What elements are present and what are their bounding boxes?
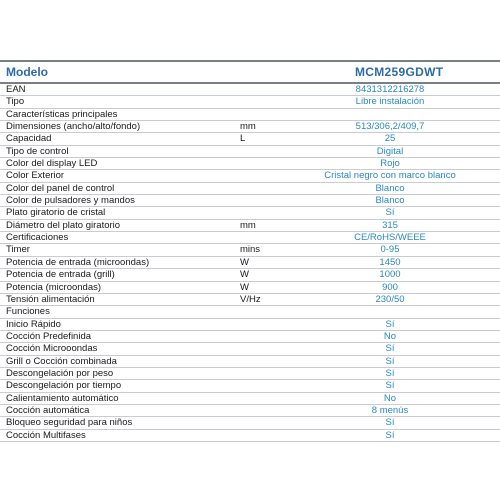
spec-name: Capacidad [6,133,52,145]
spec-value: Sí [385,343,395,355]
spec-value: Sí [385,367,395,379]
spec-name: Cocción Predefinida [6,330,92,342]
table-row [0,257,500,269]
spec-value: 315 [382,219,398,231]
spec-name: Calientamiento automático [6,392,119,404]
table-row [0,158,500,170]
spec-value: 0-95 [380,244,400,256]
spec-value: 25 [384,133,396,145]
spec-name: Bloqueo seguridad para niños [6,417,133,429]
spec-value: 1450 [379,256,401,268]
spec-name: Cocción Microoondas [6,343,98,355]
spec-value: Blanco [375,195,405,207]
spec-value: 8 menús [371,404,409,416]
spec-name: Color del panel de control [6,182,115,194]
spec-unit: W [240,269,249,281]
spec-unit: V/Hz [240,293,261,305]
table-row [0,331,500,343]
spec-table-header [0,63,500,82]
spec-name: Timer [6,244,30,256]
spec-value: Blanco [375,182,405,194]
table-row [0,393,500,405]
table-row [0,96,500,108]
table-row [0,356,500,368]
spec-name: Funciones [6,306,50,318]
table-row [0,121,500,133]
table-row [0,430,500,442]
spec-name: Características principales [6,108,118,120]
spec-value: CE/RoHS/WEEE [354,232,426,244]
spec-value: 8431312216278 [355,84,425,95]
spec-unit: L [240,133,246,145]
table-row [0,195,500,207]
table-row [0,282,500,294]
model-label: Modelo [6,65,48,79]
table-row [0,269,500,281]
spec-name: Color de pulsadores y mandos [6,195,135,207]
spec-value: Rojo [380,158,400,170]
spec-unit: W [240,256,249,268]
table-row [0,319,500,331]
header-top-rule [0,60,500,62]
table-row [0,146,500,158]
spec-value: Sí [385,380,395,392]
spec-name: Color del display LED [6,158,98,170]
spec-value: Sí [385,429,395,441]
spec-name: Potencia (microondas) [6,281,102,293]
spec-value: No [383,330,397,342]
spec-name: Tipo de control [6,145,69,157]
table-row [0,294,500,306]
spec-value: 1000 [379,269,401,281]
spec-value: 230/50 [375,293,405,305]
spec-name: Potencia de entrada (grill) [6,269,115,281]
spec-name: Cocción Multifases [6,429,86,441]
table-row [0,183,500,195]
spec-value: Sí [385,207,395,219]
spec-value: 513/306,2/409,7 [355,121,425,133]
spec-value: Sí [385,417,395,429]
spec-name: Grill o Cocción combinada [6,355,117,367]
spec-unit: mm [240,121,256,133]
spec-value: Sí [385,355,395,367]
table-row [0,109,500,121]
model-code: MCM259GDWT [355,65,444,79]
spec-value: Libre instalación [355,96,425,108]
table-row [0,343,500,355]
table-row [0,244,500,256]
spec-name: EAN [6,84,26,95]
spec-unit: W [240,281,249,293]
table-row [0,220,500,232]
spec-name: Inicio Rápido [6,318,61,330]
table-row [0,380,500,392]
table-row [0,405,500,417]
spec-value: 900 [382,281,398,293]
table-row [0,133,500,145]
spec-name: Color Exterior [6,170,65,182]
spec-name: Tipo [6,96,25,108]
spec-name: Potencia de entrada (microondas) [6,256,150,268]
spec-name: Descongelación por tiempo [6,380,122,392]
spec-name: Certificaciones [6,232,69,244]
table-row [0,170,500,182]
spec-value: Sí [385,318,395,330]
table-row [0,207,500,219]
table-row [0,417,500,429]
spec-value: No [383,392,397,404]
spec-unit: mins [240,244,261,256]
spec-table [0,84,500,442]
spec-value: Cristal negro con marco blanco [324,170,456,182]
table-row [0,232,500,244]
spec-name: Diámetro del plato giratorio [6,219,121,231]
table-row [0,306,500,318]
spec-name: Descongelación por peso [6,367,114,379]
spec-name: Tensión alimentación [6,293,95,305]
spec-name: Plato giratorio de cristal [6,207,106,219]
spec-unit: mm [240,219,256,231]
spec-name: Cocción automática [6,404,90,416]
table-row [0,368,500,380]
spec-name: Dimensiones (ancho/alto/fondo) [6,121,141,133]
spec-value: Digital [376,145,404,157]
table-row [0,84,500,96]
